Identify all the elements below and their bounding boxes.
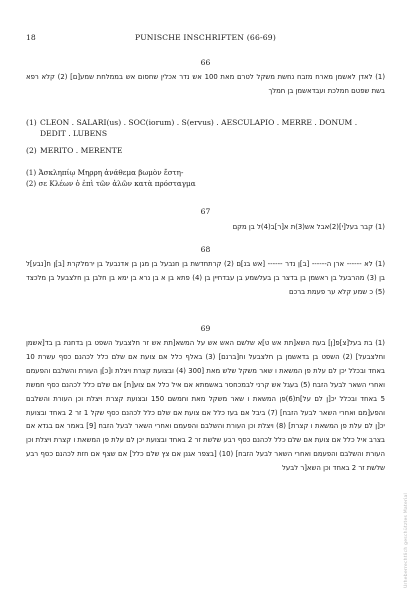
page-number: 18 — [26, 33, 36, 42]
punic-text-69: (1) בת בעל[צ]פ[ן] בעת השא[תת אש ט]א שלשם האש אש על המשא[תת אש זר חלצבעל השפט בן בדחנת בן בד[אשמן וחלצבעל] (2) השפט בן בדאשמן בן חלצבעל וח[ברנם] (3) באלף כלל אם צועת אם שלם כלל לכהנם כסף עשרת 10 באחד ובכלל יכן לם עלת פן המשאת ו שאר משקל שלש מאת [300 (4) ובצועת קצרת ויצלת ו[כ]ן העורת והשלבם והפעמם ואחרי השאר לבעל הזבח (5) בעגל אש קרני לבמכחסר באשמתא אם איל כלל אם צוע[ת] אם שלם כלל לכהנם כסף חמשת 5 באחד ובכלל יכ[ן לם על]ת(6)פן המשאת ו שאר משקל מאת וחמשם 150 ובצועת קצרת ויצלת וכן העורת והשלבם והפע[מם ואחרי השאר לבעל הזבח] (7) ביבל אם בעז כלל אם צועת אם שלם כלל לכהנם כסף שקל 1 זר 2 באחד ובצועת יכ[ן לם עלת פן המשאת ו קצרת] (8) ויצלת וכן העורת והשלבם והפעמם ואחרי השאר לבעל הזבח [9] באמר אם בגדא אם בצרב איל כלל אם צועת אם שלם כלל לכהנם כסף רבע שלשת זר 2 באחד ובצועת יכן לם עלת פן המשאת ו קצרת ויצלת וכן העורת והשלבם והפעמם ואחרי השאר לבעל הזבח] (10) [בצפר אגנן אם צץ שלם כלל] אם שצף אם חזת לכהנם כסף רבע שלשת זר 2 באחד וכן השא[ר לבעל — [26, 339, 386, 473]
inscription-number-67: 67 — [200, 207, 211, 216]
running-header — [26, 33, 385, 45]
inscription-number-68: 68 — [200, 245, 211, 254]
latin-line — [26, 145, 385, 156]
punic-text-68: (1) לא ------ ארן ה------ [ב]ן נדר ------ [אש בנ]ם (2) קרתחדשת בן חנבעל בן מגן בן אדנבעל בן ירמלקרת [ב]ן ח[נבע]ל בן (3) מהרבעל בן ראשמן בן בדצר בן בעלשמע בן עבדחיין בן (4) פתא בן א בן נרא בן ימא בן חלבן בן חלצבעל בן מלכצד (5) כ שמע קלא ער פעמת ברכם — [26, 260, 386, 296]
latin-line-text: CLEON . SALARI(us) . SOC(iorum) . S(ervus) . AESCULAPIO . MERRE . DONUM . DEDIT . LUBENS — [40, 118, 358, 139]
greek-line: (2) σε Κλέων ὁ ἐπὶ τῶν ἁλῶν κατὰ πρόσταγμα — [26, 178, 196, 188]
latin-line-text: MERITO . MERENTE — [40, 146, 123, 156]
greek-text-66 — [26, 168, 385, 189]
punic-text-66: (1) לאדן לאשמן מארח מזבח נחשת משקל לטרם מאת 100 אש נדר אכלין שחסום אש בממלחת שמע[ם] (2) קלא רפא בשת שפטם חמלכת ועבדאשמן בן חמלך — [26, 73, 386, 95]
latin-line — [26, 117, 385, 139]
line-label: (1) — [26, 118, 37, 127]
latin-text-66 — [26, 117, 385, 157]
line-label: (2) — [26, 146, 37, 156]
punic-text-67: (1) קבר בעל[י](2)אבל אש(3)ת א[ר]ב(4)ל בן מקם — [232, 223, 385, 231]
running-title: PUNISCHE INSCHRIFTEN (66-69) — [135, 33, 276, 42]
copyright-watermark: Urheberrechtlich geschütztes Material — [404, 493, 409, 588]
greek-line: (1) Ἀσκληπίῳ Μηρρη ἀνάθεμα βωμὸν ἔστη- — [26, 168, 184, 177]
inscription-number-69: 69 — [200, 324, 211, 333]
inscription-number-66: 66 — [200, 58, 211, 67]
